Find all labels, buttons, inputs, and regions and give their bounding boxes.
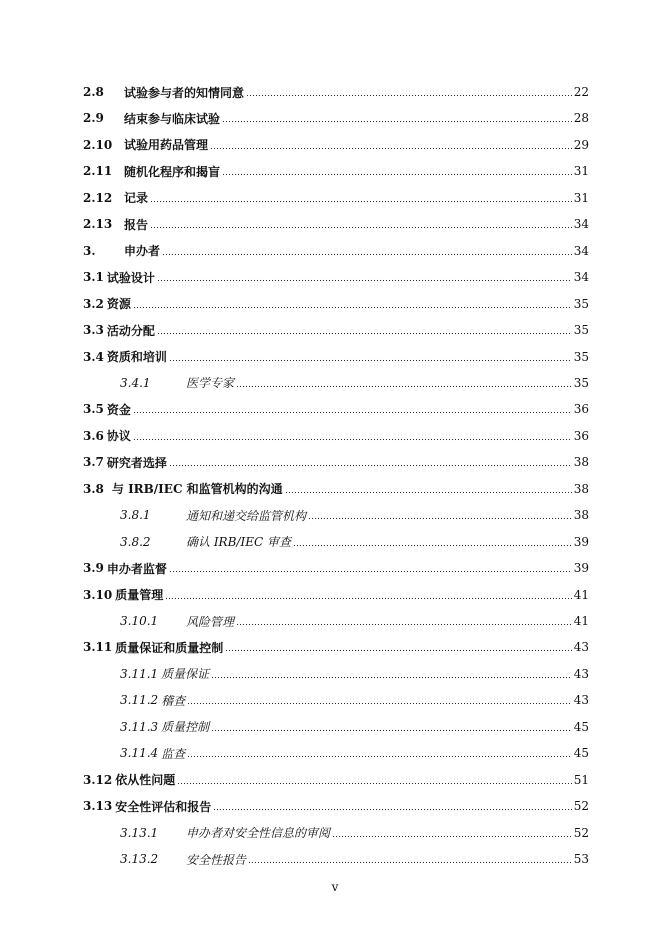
toc-entry-page: 31 bbox=[573, 190, 589, 205]
toc-entry-page: 43 bbox=[573, 666, 589, 681]
toc-entry-title: 报告 bbox=[124, 217, 149, 232]
toc-entry[interactable] bbox=[83, 136, 589, 154]
toc-entry[interactable] bbox=[83, 453, 589, 471]
toc-entry-title: 资源 bbox=[106, 297, 131, 312]
toc-entry-page: 29 bbox=[573, 137, 589, 152]
toc-entry[interactable] bbox=[83, 109, 589, 127]
toc-entry[interactable] bbox=[120, 718, 589, 736]
toc-leader-dots bbox=[187, 696, 572, 708]
toc-entry[interactable] bbox=[83, 242, 589, 260]
toc-entry-number: 2.12 bbox=[83, 190, 113, 205]
toc-entry-number: 3.11 bbox=[83, 640, 113, 655]
toc-entry[interactable] bbox=[83, 638, 589, 656]
toc-leader-dots bbox=[177, 776, 571, 788]
toc-entry[interactable] bbox=[120, 824, 589, 842]
toc-entry[interactable] bbox=[83, 586, 589, 604]
toc-entry-title: 研究者选择 bbox=[106, 455, 167, 470]
toc-leader-dots bbox=[248, 855, 572, 867]
toc-leader-dots bbox=[293, 538, 572, 550]
toc-entry-number: 3.4 bbox=[83, 349, 104, 364]
toc-entry-title: 医学专家 bbox=[186, 376, 235, 391]
toc-entry-number: 2.13 bbox=[83, 217, 113, 232]
toc-entry[interactable] bbox=[83, 295, 589, 313]
toc-leader-dots bbox=[187, 749, 572, 761]
toc-entry-page: 52 bbox=[573, 825, 589, 840]
toc-entry-page: 35 bbox=[573, 375, 589, 390]
toc-entry-page: 53 bbox=[573, 852, 589, 867]
toc-entry-page: 34 bbox=[573, 270, 589, 285]
toc-entry[interactable] bbox=[120, 691, 589, 709]
toc-entry-number: 2.8 bbox=[83, 85, 104, 99]
toc-entry-number: 2.10 bbox=[83, 137, 113, 152]
toc-leader-dots bbox=[165, 591, 571, 603]
toc-entry-page: 41 bbox=[573, 614, 589, 628]
toc-leader-dots bbox=[157, 273, 572, 285]
toc-entry-number: 3.13 bbox=[83, 799, 113, 814]
toc-entry-title: 风险管理 bbox=[186, 614, 235, 629]
toc-leader-dots bbox=[211, 723, 572, 735]
toc-entry-page: 36 bbox=[573, 402, 589, 417]
toc-entry-page: 38 bbox=[573, 481, 589, 496]
toc-entry-number: 3.13.2 bbox=[120, 852, 159, 867]
toc-entry-title: 与 IRB/IEC 和监管机构的沟通 bbox=[111, 482, 283, 497]
toc-entry[interactable] bbox=[83, 189, 589, 207]
toc-leader-dots bbox=[236, 379, 572, 391]
toc-entry-title: 资金 bbox=[106, 402, 131, 417]
toc-entry-title: 结束参与临床试验 bbox=[124, 111, 221, 126]
toc-entry-title: 申办者 bbox=[124, 244, 161, 259]
toc-entry-page: 41 bbox=[573, 587, 589, 602]
toc-entry-number: 3. bbox=[83, 243, 96, 258]
toc-entry[interactable] bbox=[120, 506, 589, 524]
toc-leader-dots bbox=[133, 405, 572, 417]
toc-leader-dots bbox=[225, 643, 571, 655]
toc-entry-title: 试验设计 bbox=[106, 270, 155, 285]
toc-entry[interactable] bbox=[83, 162, 589, 180]
toc-entry-page: 51 bbox=[573, 772, 589, 787]
toc-entry-title: 质量保证和质量控制 bbox=[115, 640, 224, 655]
toc-leader-dots bbox=[169, 458, 572, 470]
toc-entry-page: 45 bbox=[573, 719, 589, 734]
toc-entry[interactable] bbox=[120, 374, 589, 392]
toc-entry-title: 质量保证 bbox=[161, 667, 210, 682]
toc-entry-number: 3.12 bbox=[83, 772, 113, 787]
toc-entry-number: 3.10.1 bbox=[120, 614, 159, 628]
page-number: v bbox=[331, 880, 339, 894]
toc-entry-number: 3.8 bbox=[83, 481, 104, 496]
toc-entry-number: 3.9 bbox=[83, 561, 104, 576]
toc-entry-page: 39 bbox=[573, 561, 589, 576]
toc-entry-page: 28 bbox=[573, 111, 589, 126]
toc-entry-title: 试验参与者的知情同意 bbox=[124, 85, 245, 100]
toc-entry-number: 3.11.1 bbox=[120, 666, 159, 681]
toc-entry[interactable] bbox=[83, 480, 589, 498]
toc-entry-number: 2.9 bbox=[83, 111, 104, 126]
toc-entry-title: 质量管理 bbox=[115, 588, 164, 603]
toc-entry-title: 记录 bbox=[124, 191, 149, 206]
toc-entry[interactable] bbox=[83, 215, 589, 233]
toc-entry-page: 31 bbox=[573, 164, 589, 179]
toc-leader-dots bbox=[157, 326, 572, 338]
toc-leader-dots bbox=[133, 300, 572, 312]
toc-entry-number: 3.11.2 bbox=[120, 693, 159, 708]
toc-leader-dots bbox=[169, 564, 572, 576]
toc-entry-title: 申办者对安全性信息的审阅 bbox=[186, 826, 331, 841]
toc-leader-dots bbox=[150, 194, 572, 206]
toc-leader-dots bbox=[211, 670, 572, 682]
toc-entry[interactable] bbox=[83, 83, 589, 101]
toc-entry-title: 资质和培训 bbox=[106, 350, 167, 364]
toc-leader-dots bbox=[332, 829, 572, 841]
toc-entry[interactable] bbox=[120, 665, 589, 683]
toc-entry-number: 3.1 bbox=[83, 270, 104, 285]
toc-leader-dots bbox=[285, 485, 572, 497]
toc-entry-page: 36 bbox=[573, 428, 589, 443]
toc-leader-dots bbox=[150, 220, 572, 232]
toc-entry-number: 3.13.1 bbox=[120, 825, 159, 840]
toc-entry[interactable] bbox=[120, 850, 589, 868]
toc-entry-number: 3.11.4 bbox=[120, 746, 159, 761]
toc-leader-dots bbox=[236, 617, 572, 629]
toc-entry-number: 3.3 bbox=[83, 323, 104, 338]
toc-leader-dots bbox=[169, 353, 572, 365]
toc-entry[interactable] bbox=[120, 533, 589, 551]
toc-entry[interactable] bbox=[120, 744, 589, 762]
toc-entry-page: 34 bbox=[573, 217, 589, 232]
toc-entry[interactable] bbox=[83, 321, 589, 339]
toc-entry-page: 39 bbox=[573, 534, 589, 549]
toc-leader-dots bbox=[308, 511, 572, 523]
toc-entry-title: 安全性报告 bbox=[186, 852, 247, 867]
toc-entry[interactable] bbox=[83, 797, 589, 815]
toc-leader-dots bbox=[222, 167, 572, 179]
toc-entry-page: 34 bbox=[573, 243, 589, 258]
toc-entry-page: 43 bbox=[573, 640, 589, 655]
toc-entry[interactable] bbox=[83, 559, 589, 577]
toc-entry-page: 22 bbox=[573, 85, 589, 99]
toc-entry-number: 3.7 bbox=[83, 455, 104, 470]
toc-entry-title: 活动分配 bbox=[106, 323, 155, 338]
toc-entry-number: 3.4.1 bbox=[120, 375, 151, 390]
toc-leader-dots bbox=[246, 88, 572, 100]
toc-entry-page: 52 bbox=[573, 799, 589, 814]
toc-entry-title: 通知和递交给监管机构 bbox=[186, 508, 307, 523]
toc-entry-number: 3.6 bbox=[83, 428, 104, 443]
toc-entry-number: 3.10 bbox=[83, 587, 113, 602]
toc-leader-dots bbox=[210, 141, 572, 153]
toc-entry-page: 38 bbox=[573, 455, 589, 470]
toc-entry-number: 3.5 bbox=[83, 402, 104, 417]
toc-entry[interactable] bbox=[83, 771, 589, 789]
toc-entry-title: 稽查 bbox=[161, 693, 186, 708]
toc-entry[interactable] bbox=[83, 427, 589, 445]
toc-entry-title: 监查 bbox=[161, 746, 186, 761]
toc-entry-number: 3.8.1 bbox=[120, 508, 151, 523]
toc-entry[interactable] bbox=[120, 612, 589, 630]
toc-leader-dots bbox=[133, 432, 572, 444]
toc-entry-title: 安全性评估和报告 bbox=[115, 799, 212, 814]
toc-entry-page: 38 bbox=[573, 508, 589, 523]
toc-leader-dots bbox=[213, 802, 571, 814]
toc-entry-number: 3.2 bbox=[83, 296, 104, 311]
toc-entry-title: 依从性问题 bbox=[115, 773, 176, 788]
toc-entry-title: 确认 IRB/IEC 审查 bbox=[186, 535, 291, 550]
toc-entry[interactable] bbox=[83, 348, 589, 366]
toc-leader-dots bbox=[222, 114, 572, 126]
toc-entry-page: 45 bbox=[573, 746, 589, 761]
toc-entry-number: 3.8.2 bbox=[120, 534, 151, 549]
toc-entry-number: 2.11 bbox=[83, 164, 113, 179]
toc-entry-number: 3.11.3 bbox=[120, 719, 159, 734]
toc-entry-title: 随机化程序和揭盲 bbox=[124, 164, 221, 179]
toc-leader-dots bbox=[162, 247, 572, 259]
toc-entry-title: 申办者监督 bbox=[106, 561, 167, 576]
toc-entry-title: 协议 bbox=[106, 429, 131, 444]
toc-entry-page: 35 bbox=[573, 296, 589, 311]
toc-entry-page: 35 bbox=[573, 323, 589, 338]
toc-entry-title: 质量控制 bbox=[161, 720, 210, 735]
toc-entry[interactable] bbox=[83, 400, 589, 418]
toc-entry-page: 35 bbox=[573, 349, 589, 364]
toc-entry-page: 43 bbox=[573, 693, 589, 708]
toc-entry[interactable] bbox=[83, 268, 589, 286]
toc-entry-title: 试验用药品管理 bbox=[124, 138, 209, 153]
